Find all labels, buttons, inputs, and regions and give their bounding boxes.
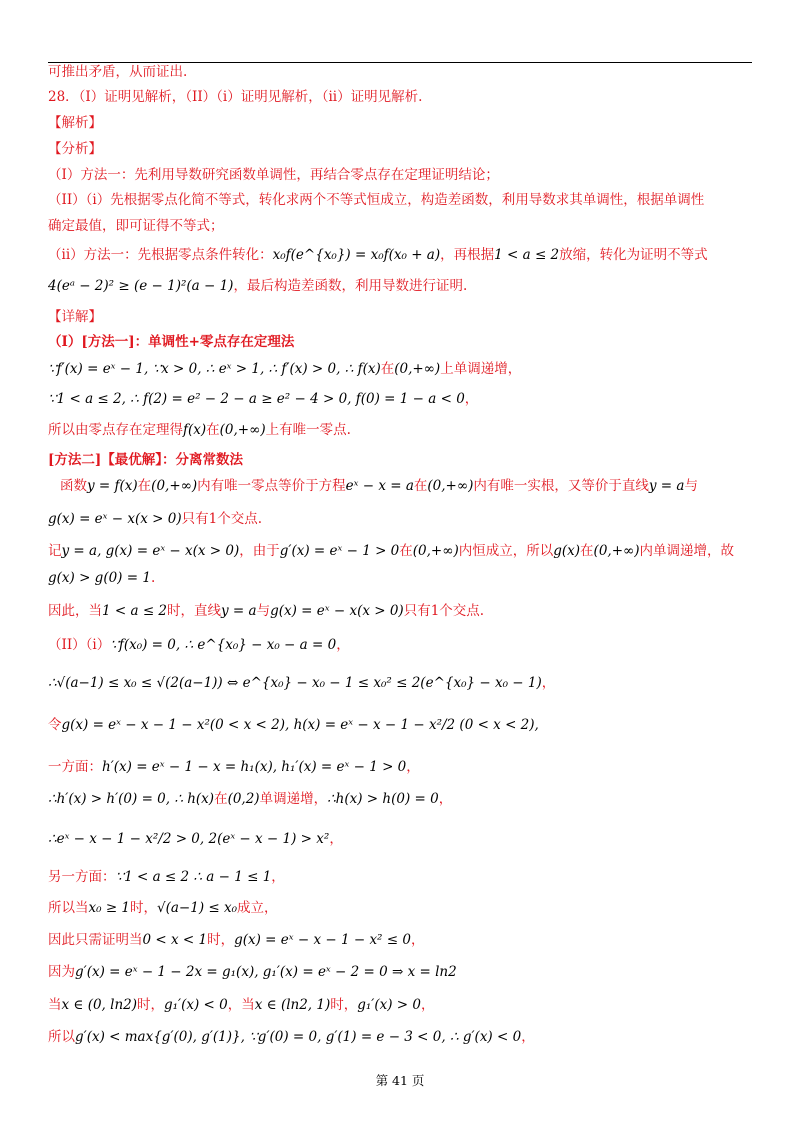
page-number: 第 41 页 bbox=[375, 1073, 425, 1088]
math-line: ∵f′(x) = eˣ − 1, ∵x > 0, ∴ eˣ > 1, ∴ f′(x) > 0, ∴ f(x)在(0,+∞)上单调递增， bbox=[48, 361, 522, 377]
math-line: g(x) > g(0) = 1. bbox=[48, 570, 156, 586]
math-line: 所以当x₀ ≥ 1时，√(a−1) ≤ x₀成立， bbox=[48, 900, 278, 916]
math-line: ∴h′(x) > h′(0) = 0, ∴ h(x)在(0,2)单调递增，∴h(x) > h(0) = 0， bbox=[48, 791, 453, 807]
math-line: g(x) = eˣ − x(x > 0)只有1个交点. bbox=[48, 511, 262, 527]
method-one-heading: （I）[方法一]：单调性+零点存在定理法 bbox=[48, 334, 295, 350]
section-xiangjie: 【详解】 bbox=[48, 309, 102, 325]
math-line: 所以g′(x) < max{g′(0), g′(1)}, ∵g′(0) = 0, g′(1) = e − 3 < 0, ∴ g′(x) < 0， bbox=[48, 1029, 535, 1045]
text-line: 4(eᵃ − 2)² ≥ (e − 1)²(a − 1)，最后构造差函数，利用导数进行证明. bbox=[48, 278, 468, 294]
math-line: 当x ∈ (0, ln2)时，g₁′(x) < 0，当x ∈ (ln2, 1)时，g₁′(x) > 0， bbox=[48, 997, 435, 1013]
math-line: ∵1 < a ≤ 2, ∴ f(2) = e² − 2 − a ≥ e² − 4 > 0, f(0) = 1 − a < 0， bbox=[48, 391, 479, 407]
text-line: （II）（i）先根据零点化简不等式，转化求两个不等式恒成立，构造差函数，利用导数求其单调性，根据单调性 bbox=[48, 192, 705, 208]
text-line: 确定最值，即可证得不等式； bbox=[48, 218, 224, 234]
section-fenxi: 【分析】 bbox=[48, 141, 102, 157]
text-line: （I）方法一：先利用导数研究函数单调性，再结合零点存在定理证明结论； bbox=[48, 167, 499, 183]
section-jiexi: 【解析】 bbox=[48, 115, 102, 131]
math-line: （II）（i）∵f(x₀) = 0, ∴ e^{x₀} − x₀ − a = 0， bbox=[48, 637, 350, 653]
method-two-heading: [方法二]【最优解】：分离常数法 bbox=[48, 452, 244, 468]
math-line: 因此，当1 < a ≤ 2时，直线y = a与g(x) = eˣ − x(x > 0)只有1个交点. bbox=[48, 603, 485, 619]
math-line: 令g(x) = eˣ − x − 1 − x²(0 < x < 2), h(x) = eˣ − x − 1 − x²/2 (0 < x < 2), bbox=[48, 717, 539, 733]
math-line: 另一方面：∵1 < a ≤ 2 ∴ a − 1 ≤ 1， bbox=[48, 869, 285, 885]
math-line: 记y = a, g(x) = eˣ − x(x > 0)，由于g′(x) = eˣ − 1 > 0在(0,+∞)内恒成立，所以g(x)在(0,+∞)内单调递增，故 bbox=[48, 543, 735, 559]
math-line: 因为g′(x) = eˣ − 1 − 2x = g₁(x), g₁′(x) = eˣ − 2 = 0 ⇒ x = ln2 bbox=[48, 964, 457, 980]
math-line: ∴eˣ − x − 1 − x²/2 > 0, 2(eˣ − x − 1) > x²， bbox=[48, 831, 343, 847]
math-line: 函数y = f(x)在(0,+∞)内有唯一零点等价于方程eˣ − x = a在(0,+∞)内有唯一实根，又等价于直线y = a与 bbox=[60, 478, 698, 494]
answer-28: 28．（I）证明见解析，（II）（i）证明见解析，（ii）证明见解析. bbox=[48, 89, 423, 105]
math-line: ∴√(a−1) ≤ x₀ ≤ √(2(a−1)) ⇔ e^{x₀} − x₀ − 1 ≤ x₀² ≤ 2(e^{x₀} − x₀ − 1)， bbox=[48, 675, 556, 691]
math-line: 因此只需证明当0 < x < 1时，g(x) = eˣ − x − 1 − x² ≤ 0， bbox=[48, 932, 425, 948]
math-line: 一方面：h′(x) = eˣ − 1 − x = h₁(x), h₁′(x) = eˣ − 1 > 0， bbox=[48, 759, 420, 775]
text-line: 可推出矛盾，从而证出. bbox=[48, 64, 188, 80]
text-line: （ii）方法一：先根据零点条件转化：x₀f(e^{x₀}) = x₀f(x₀ + a)，再根据1 < a ≤ 2放缩，转化为证明不等式 bbox=[48, 247, 708, 263]
math-line: 所以由零点存在定理得f(x)在(0,+∞)上有唯一零点. bbox=[48, 422, 351, 438]
